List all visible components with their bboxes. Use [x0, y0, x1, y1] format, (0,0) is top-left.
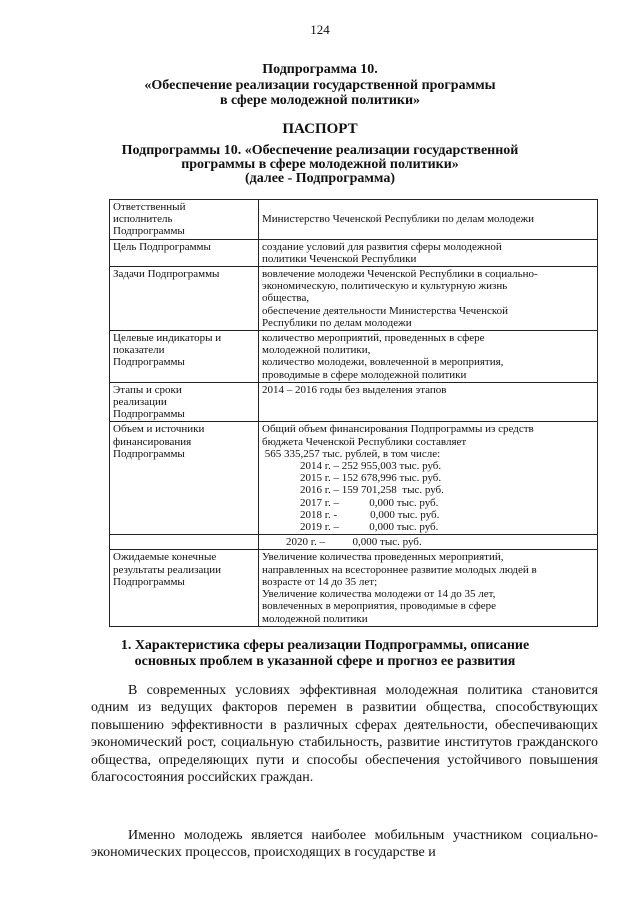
passport-table: [109, 199, 598, 627]
passport-title: ПАСПОРТ: [282, 121, 358, 137]
funding-year-2015: 2015 г. – 152 678,996 тыс. руб.: [300, 472, 442, 485]
table-row: [110, 382, 598, 422]
subprogram-subtitle-line1: «Обеспечение реализации государственной программы: [144, 78, 496, 93]
funding-year-2018: 2018 г. - 0,000 тыс. руб.: [300, 508, 440, 521]
passport-subtitle-line1: Подпрограммы 10. «Обеспечение реализации государственной: [121, 143, 519, 158]
row-label-tasks: Задачи Подпрограммы: [110, 267, 259, 331]
row-label-stages: Этапы и сроки реализации Подпрограммы: [110, 382, 259, 422]
row-label-funding-cont: [110, 535, 259, 550]
funding-year-2020: 2020 г. – 0,000 тыс. руб.: [286, 536, 422, 549]
row-value-results: Увеличение количества проведенных мероприятий, направленных на всестороннее развитие молодых людей в возрасте от 14 до 35 лет; Увеличение количества молодежи от 14 до 35 лет, вовлеченных в мероприятия, проводимые в сфере молодежной политики: [259, 550, 598, 626]
funding-year-2019: 2019 г. – 0,000 тыс. руб.: [300, 521, 439, 534]
row-value-stages: 2014 – 2016 годы без выделения этапов: [259, 382, 598, 422]
row-label-funding: Объем и источники финансирования Подпрограммы: [110, 422, 259, 535]
table-row: [110, 239, 598, 266]
row-value-funding-2020: [259, 535, 598, 550]
subprogram-title: Подпрограмма 10.: [262, 62, 378, 77]
row-label-indicators: Целевые индикаторы и показатели Подпрограммы: [110, 331, 259, 383]
section-title-line1: 1. Характеристика сферы реализации Подпрограммы, описание: [120, 638, 530, 653]
table-row: [110, 550, 598, 626]
section-title-line2: основных проблем в указанной сфере и прогноз ее развития: [134, 654, 516, 669]
row-label-responsible: Ответственный исполнитель Подпрограммы: [110, 200, 259, 240]
row-value-indicators: количество мероприятий, проведенных в сфере молодежной политики, количество молодежи, вовлеченной в мероприятия, проводимые в сфере молодежной политики: [259, 331, 598, 383]
funding-year-2014: 2014 г. – 252 955,003 тыс. руб.: [300, 460, 442, 473]
body-paragraph-2: Именно молодежь является наиболее мобильным участником социально-экономических процессов, происходящих в государстве и: [91, 828, 598, 861]
table-row: [110, 535, 598, 550]
funding-year-2016: 2016 г. – 159 701,258 тыс. руб.: [300, 484, 444, 497]
row-value-funding: Общий объем финансирования Подпрограммы из средств бюджета Чеченской Республики составляет 565 335,257 тыс. рублей, в том числе: 2014 г. – 252 955,003 тыс. руб. 2015 г. – 152 678,996 тыс. руб. 2016 г. – 159 701,258 тыс. руб. 2017 г. – 0,000 тыс. руб. 2018 г. - 0,000 тыс. руб. 2019 г. – 0,000 тыс. руб.: [259, 422, 598, 535]
row-label-goal: Цель Подпрограммы: [110, 239, 259, 266]
table-row: [110, 267, 598, 331]
passport-subtitle-line2: программы в сфере молодежной политики»: [181, 157, 459, 172]
row-value-responsible: Министерство Чеченской Республики по делам молодежи: [259, 200, 598, 240]
body-paragraph-1: В современных условиях эффективная молодежная политика становится одним из ведущих факторов перемен в развитии общества, способствующих повышению эффективности в различных сферах деятельности, обеспечивающих экономический рост, социальную стабильность, развитие институтов гражданского общества, определяющих пути и способы обеспечения устойчивого повышения благосостояния российских граждан.: [91, 683, 598, 786]
row-label-results: Ожидаемые конечные результаты реализации Подпрограммы: [110, 550, 259, 626]
row-value-tasks: вовлечение молодежи Чеченской Республики в социально- экономическую, политическую и культурную жизнь общества, обеспечение деятельности Министерства Чеченской Республики по делам молодежи: [259, 267, 598, 331]
row-value-goal: создание условий для развития сферы молодежной политики Чеченской Республики: [259, 239, 598, 266]
subprogram-subtitle-line2: в сфере молодежной политики»: [219, 93, 421, 108]
funding-year-2017: 2017 г. – 0,000 тыс. руб.: [300, 496, 439, 509]
table-row: [110, 422, 598, 535]
page-number: 124: [310, 22, 330, 37]
table-row: [110, 200, 598, 240]
table-row: [110, 331, 598, 383]
passport-subtitle-line3: (далее - Подпрограмма): [244, 171, 395, 186]
